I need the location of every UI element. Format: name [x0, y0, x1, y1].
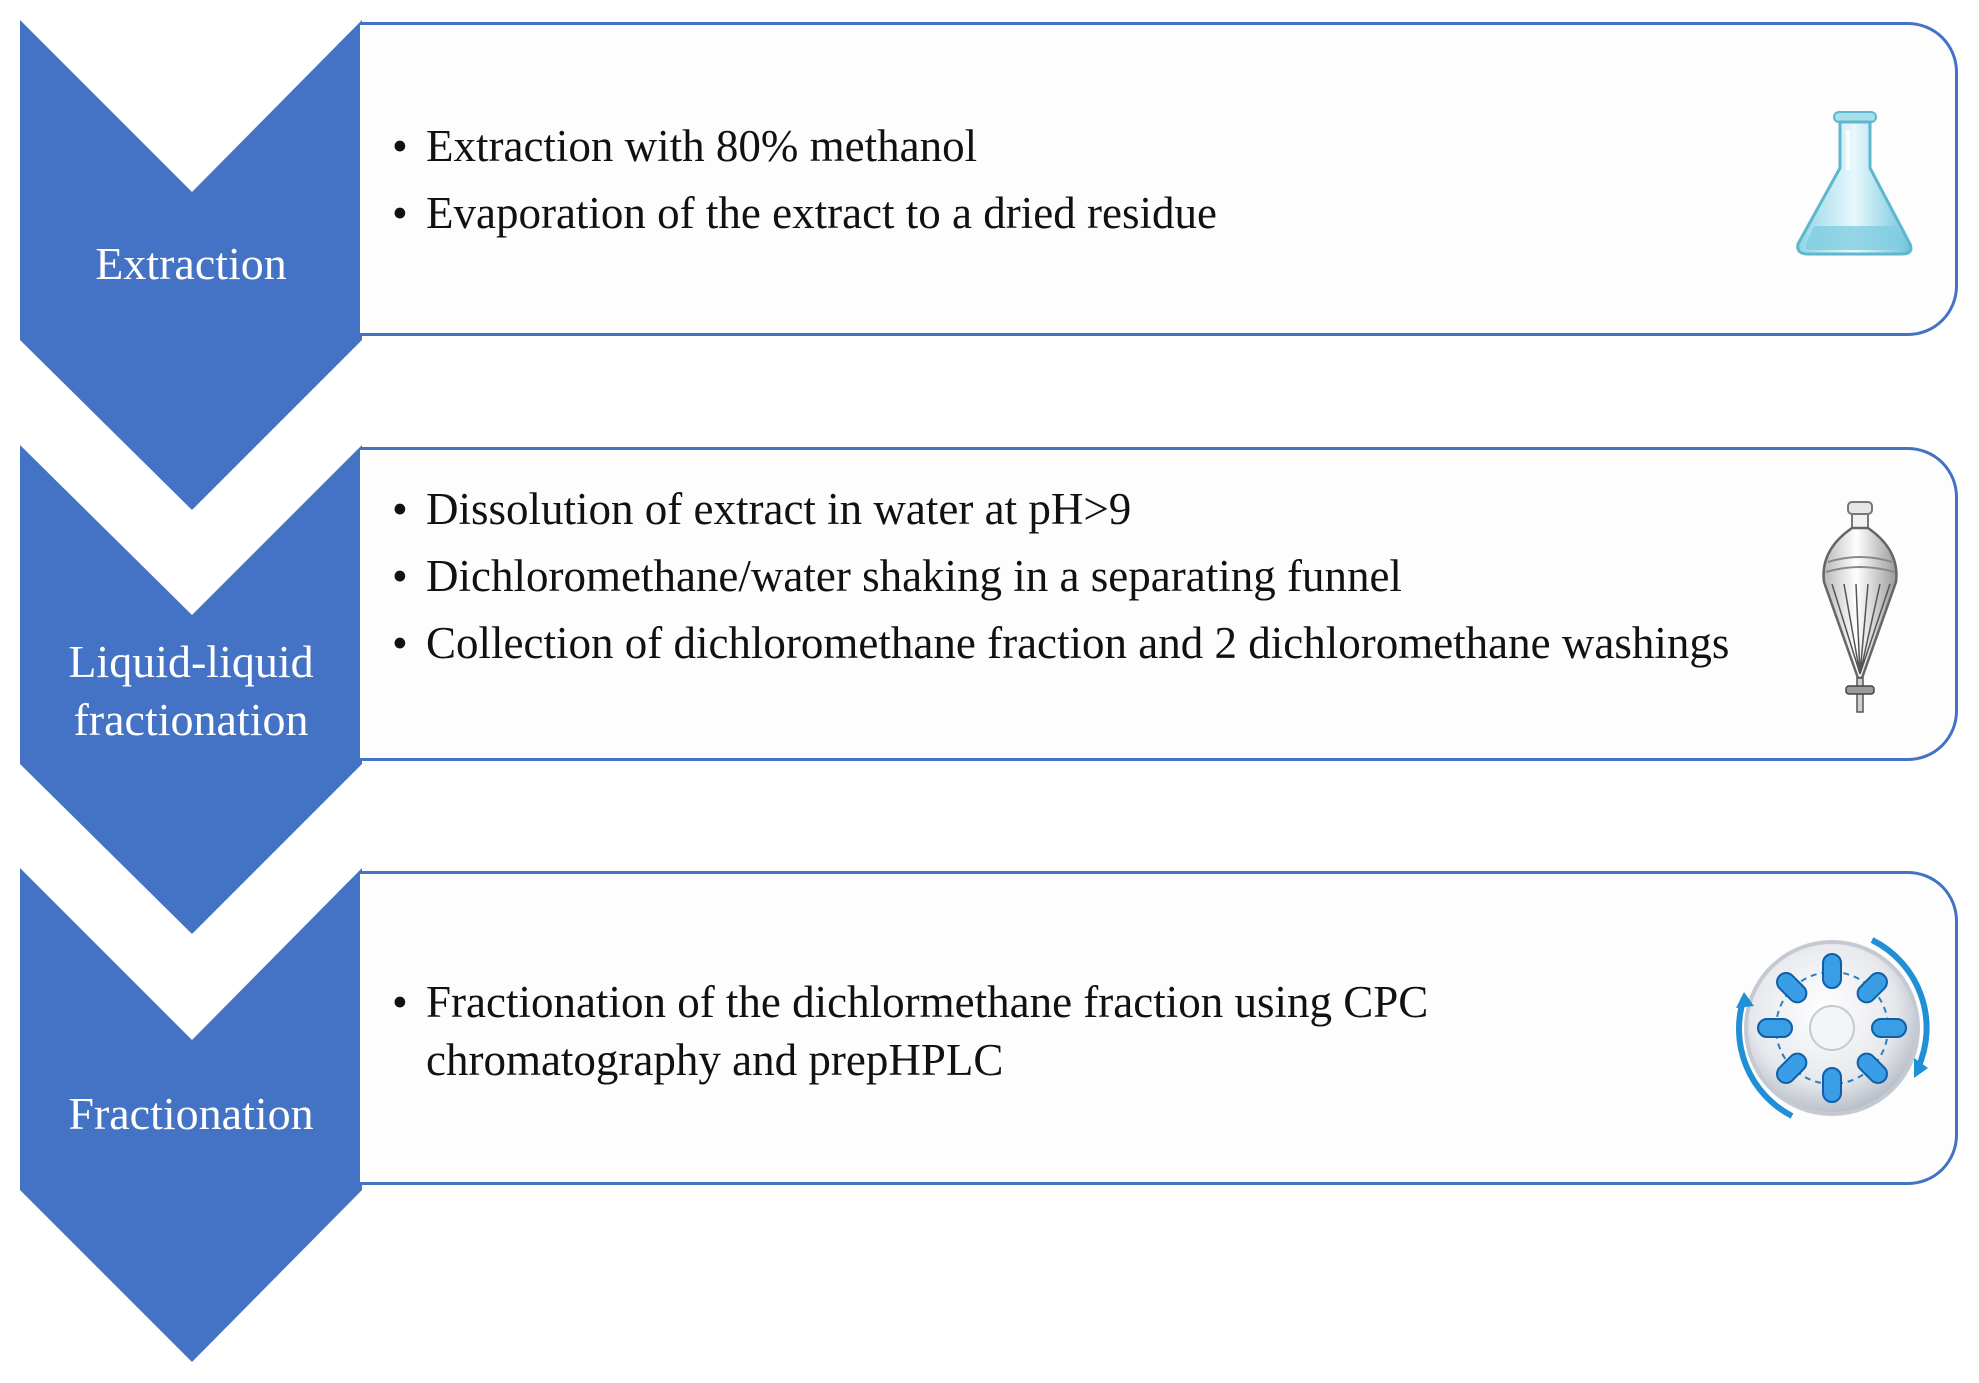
bullet-item: • Dissolution of extract in water at pH>9	[390, 480, 1780, 538]
bullet-item: • Extraction with 80% methanol	[390, 117, 1690, 175]
step-label-extraction: Extraction	[95, 238, 287, 289]
bullet-list-extraction	[390, 117, 1690, 242]
bullet-item: • Collection of dichloromethane fraction and 2 dichloromethane washings	[390, 614, 1780, 672]
flask-icon	[1790, 110, 1920, 260]
step-label-fractionation: Fractionation	[68, 1088, 314, 1139]
bullet-item: • Fractionation of the dichlormethane fraction using CPC chromatography and prepHPLC	[390, 973, 1540, 1089]
separating-funnel-icon	[1810, 498, 1910, 716]
bullet-list-liquid-liquid-fractionation	[390, 480, 1780, 672]
step-label-liquid-liquid-fractionation: Liquid-liquid fractionation	[68, 636, 314, 745]
bullet-item: • Evaporation of the extract to a dried residue	[390, 184, 1690, 242]
bullet-item: • Dichloromethane/water shaking in a separating funnel	[390, 547, 1780, 605]
centrifugal-partition-chromatography-icon	[1722, 918, 1942, 1138]
bullet-list-fractionation	[390, 973, 1540, 1089]
